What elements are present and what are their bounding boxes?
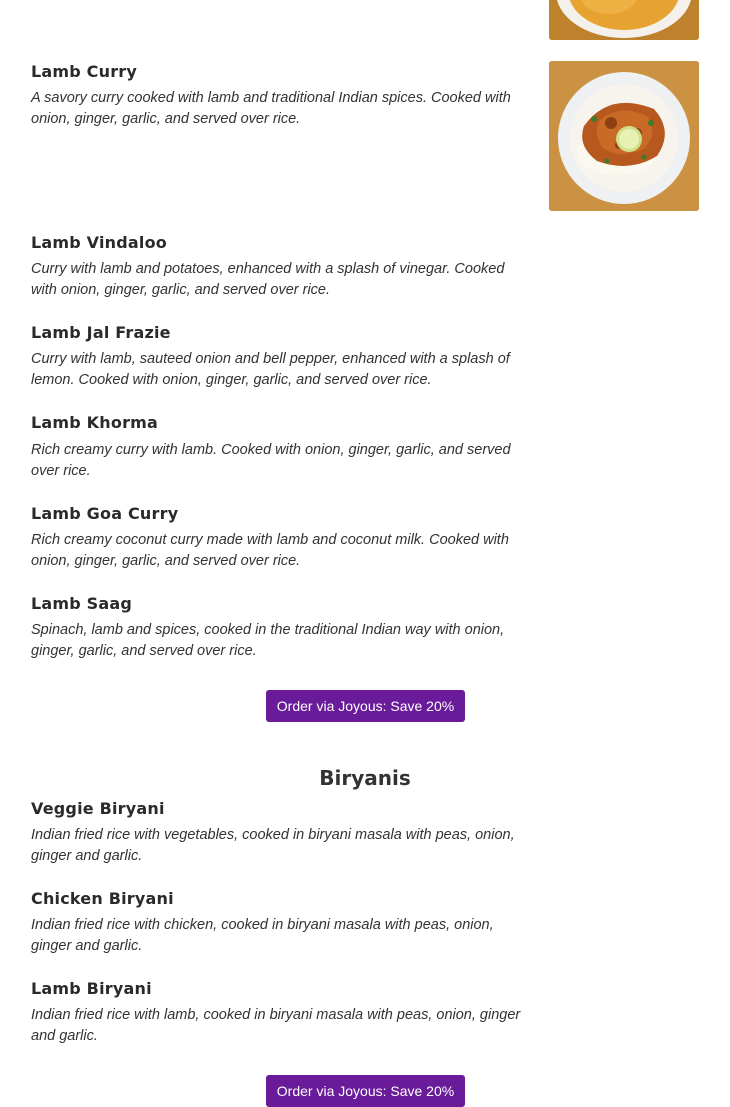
menu-item-title: Lamb Curry	[31, 62, 138, 81]
menu-item-title: Lamb Biryani	[31, 979, 152, 998]
menu-item-description: Spinach, lamb and spices, cooked in the traditional Indian way with onion, ginger, garlic, and served over rice.	[31, 622, 505, 659]
order-via-joyous-button[interactable]: Order via Joyous: Save 20%	[266, 1075, 465, 1107]
menu-item-title: Lamb Goa Curry	[31, 504, 179, 523]
menu-item-description: Indian fried rice with chicken, cooked in biryani masala with peas, onion, ginger and garlic.	[31, 917, 494, 954]
menu-item-description: Indian fried rice with vegetables, cooked in biryani masala with peas, onion, ginger and garlic.	[31, 827, 515, 864]
menu-item-description: Curry with lamb, sauteed onion and bell pepper, enhanced with a splash of lemon. Cooked with onion, ginger, garlic, and served over rice.	[31, 351, 510, 388]
menu-item-title: Lamb Khorma	[31, 413, 159, 432]
menu-item-description: Rich creamy curry with lamb. Cooked with onion, ginger, garlic, and served over rice.	[31, 442, 511, 479]
lamb-curry-plate-icon	[549, 61, 699, 211]
menu-item-title: Veggie Biryani	[31, 799, 165, 818]
menu-item-description: Indian fried rice with lamb, cooked in biryani masala with peas, onion, ginger and garlic.	[31, 1007, 521, 1044]
menu-item-description: Curry with lamb and potatoes, enhanced with a splash of vinegar. Cooked with onion, ginger, garlic, and served over rice.	[31, 261, 505, 298]
section-heading-biryanis: Biryanis	[319, 766, 411, 790]
menu-item-description: A savory curry cooked with lamb and traditional Indian spices. Cooked with onion, ginger, garlic, and served over rice.	[31, 90, 511, 127]
lamb-curry-photo	[549, 61, 699, 211]
dal-curry-photo	[549, 0, 699, 40]
dal-curry-bowl-icon	[549, 0, 699, 40]
menu-item-title: Lamb Vindaloo	[31, 233, 167, 252]
menu-item-title: Lamb Jal Frazie	[31, 323, 171, 342]
menu-item-description: Rich creamy coconut curry made with lamb and coconut milk. Cooked with onion, ginger, garlic, and served over rice.	[31, 532, 509, 569]
menu-item-title: Lamb Saag	[31, 594, 133, 613]
order-via-joyous-button[interactable]: Order via Joyous: Save 20%	[266, 690, 465, 722]
menu-item-title: Chicken Biryani	[31, 889, 174, 908]
